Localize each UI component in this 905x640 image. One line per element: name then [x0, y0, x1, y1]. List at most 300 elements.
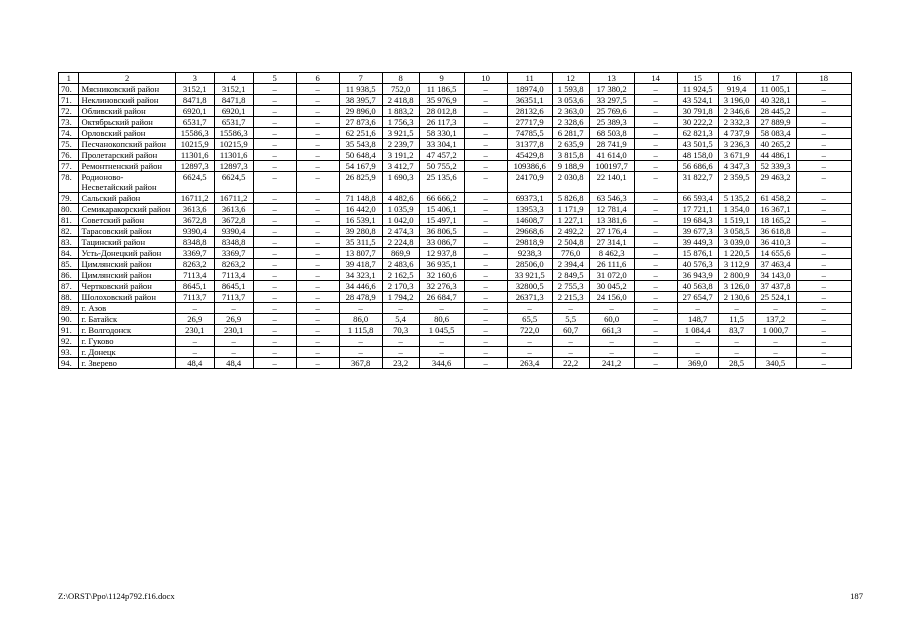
value-cell: –: [796, 172, 852, 193]
value-cell: –: [382, 303, 419, 314]
value-cell: 44 486,1: [755, 150, 796, 161]
value-cell: 3 191,2: [382, 150, 419, 161]
value-cell: –: [253, 193, 296, 204]
value-cell: –: [253, 106, 296, 117]
value-cell: 36 806,5: [419, 226, 464, 237]
value-cell: –: [382, 347, 419, 358]
column-number-header: 6: [296, 73, 339, 84]
value-cell: 263,4: [507, 358, 552, 369]
value-cell: 13 381,6: [589, 215, 634, 226]
district-name-cell: Усть-Донецкий район: [79, 248, 175, 259]
value-cell: –: [464, 150, 507, 161]
value-cell: –: [796, 95, 852, 106]
value-cell: 28506,0: [507, 259, 552, 270]
value-cell: –: [296, 270, 339, 281]
data-table: [58, 72, 852, 369]
value-cell: 869,9: [382, 248, 419, 259]
value-cell: 11301,6: [175, 150, 214, 161]
value-cell: –: [339, 347, 382, 358]
value-cell: –: [796, 270, 852, 281]
value-cell: 39 280,8: [339, 226, 382, 237]
value-cell: 61 458,2: [755, 193, 796, 204]
table-row: [59, 193, 852, 204]
value-cell: –: [464, 281, 507, 292]
value-cell: –: [634, 347, 677, 358]
value-cell: 2 394,4: [552, 259, 589, 270]
value-cell: 25 769,6: [589, 106, 634, 117]
value-cell: 30 045,2: [589, 281, 634, 292]
value-cell: –: [253, 215, 296, 226]
value-cell: 43 501,5: [677, 139, 718, 150]
table-row: [59, 237, 852, 248]
value-cell: 26 684,7: [419, 292, 464, 303]
value-cell: 8263,2: [214, 259, 253, 270]
value-cell: 100197,7: [589, 161, 634, 172]
value-cell: 7113,4: [175, 270, 214, 281]
value-cell: –: [464, 161, 507, 172]
value-cell: 23,2: [382, 358, 419, 369]
value-cell: –: [253, 237, 296, 248]
value-cell: –: [464, 226, 507, 237]
value-cell: –: [464, 314, 507, 325]
table-row: [59, 204, 852, 215]
value-cell: 4 347,3: [718, 161, 755, 172]
table-row: [59, 336, 852, 347]
value-cell: 66 666,2: [419, 193, 464, 204]
value-cell: –: [634, 84, 677, 95]
column-number-header: 3: [175, 73, 214, 84]
value-cell: –: [796, 215, 852, 226]
value-cell: 25 524,1: [755, 292, 796, 303]
value-cell: –: [796, 347, 852, 358]
value-cell: 661,3: [589, 325, 634, 336]
value-cell: –: [253, 226, 296, 237]
value-cell: –: [253, 314, 296, 325]
column-number-header: 9: [419, 73, 464, 84]
value-cell: 40 563,8: [677, 281, 718, 292]
value-cell: –: [253, 281, 296, 292]
value-cell: 2 239,7: [382, 139, 419, 150]
value-cell: 2 332,3: [718, 117, 755, 128]
value-cell: 15 406,1: [419, 204, 464, 215]
value-cell: –: [296, 358, 339, 369]
value-cell: –: [796, 336, 852, 347]
value-cell: –: [677, 336, 718, 347]
district-name-cell: Советский район: [79, 215, 175, 226]
value-cell: –: [634, 161, 677, 172]
value-cell: –: [634, 358, 677, 369]
value-cell: 2 474,3: [382, 226, 419, 237]
value-cell: 11301,6: [214, 150, 253, 161]
row-number-cell: 84.: [59, 248, 79, 259]
table-row: [59, 117, 852, 128]
value-cell: –: [464, 347, 507, 358]
district-name-cell: Семикаракорский район: [79, 204, 175, 215]
value-cell: 83,7: [718, 325, 755, 336]
value-cell: –: [296, 161, 339, 172]
district-name-cell: Тарасовский район: [79, 226, 175, 237]
value-cell: 35 311,5: [339, 237, 382, 248]
value-cell: –: [634, 259, 677, 270]
value-cell: 3672,8: [175, 215, 214, 226]
value-cell: –: [253, 204, 296, 215]
value-cell: 2 130,6: [718, 292, 755, 303]
value-cell: 8263,2: [175, 259, 214, 270]
value-cell: 37 463,4: [755, 259, 796, 270]
column-number-header: 8: [382, 73, 419, 84]
value-cell: –: [464, 237, 507, 248]
row-number-cell: 93.: [59, 347, 79, 358]
value-cell: –: [796, 314, 852, 325]
value-cell: 16711,2: [175, 193, 214, 204]
value-cell: 2 755,3: [552, 281, 589, 292]
value-cell: 40 328,1: [755, 95, 796, 106]
value-cell: 2 170,3: [382, 281, 419, 292]
district-name-cell: Шолоховский район: [79, 292, 175, 303]
value-cell: –: [634, 281, 677, 292]
value-cell: –: [634, 325, 677, 336]
value-cell: 8471,8: [175, 95, 214, 106]
page-number: 187: [850, 591, 863, 601]
value-cell: –: [718, 303, 755, 314]
value-cell: 3 039,0: [718, 237, 755, 248]
value-cell: 29818,9: [507, 237, 552, 248]
column-number-header: 12: [552, 73, 589, 84]
value-cell: 2 328,6: [552, 117, 589, 128]
value-cell: 37 437,8: [755, 281, 796, 292]
value-cell: –: [296, 204, 339, 215]
row-number-cell: 86.: [59, 270, 79, 281]
value-cell: 369,0: [677, 358, 718, 369]
table-row: [59, 161, 852, 172]
value-cell: –: [634, 117, 677, 128]
table-row: [59, 281, 852, 292]
row-number-cell: 91.: [59, 325, 79, 336]
value-cell: 1 883,2: [382, 106, 419, 117]
value-cell: 36 618,8: [755, 226, 796, 237]
district-name-cell: г. Донецк: [79, 347, 175, 358]
value-cell: 8348,8: [214, 237, 253, 248]
value-cell: –: [253, 358, 296, 369]
value-cell: 3369,7: [214, 248, 253, 259]
value-cell: –: [589, 336, 634, 347]
value-cell: 3613,6: [214, 204, 253, 215]
value-cell: 28,5: [718, 358, 755, 369]
value-cell: –: [296, 281, 339, 292]
value-cell: 86,0: [339, 314, 382, 325]
district-name-cell: Неклиновский район: [79, 95, 175, 106]
row-number-cell: 83.: [59, 237, 79, 248]
value-cell: 11 186,5: [419, 84, 464, 95]
value-cell: 19 684,3: [677, 215, 718, 226]
value-cell: 18 165,2: [755, 215, 796, 226]
value-cell: –: [507, 303, 552, 314]
value-cell: 63 546,3: [589, 193, 634, 204]
value-cell: 16711,2: [214, 193, 253, 204]
value-cell: –: [296, 193, 339, 204]
value-cell: 1 115,8: [339, 325, 382, 336]
value-cell: 3152,1: [175, 84, 214, 95]
value-cell: 24170,9: [507, 172, 552, 193]
value-cell: –: [419, 347, 464, 358]
value-cell: –: [296, 237, 339, 248]
value-cell: 15586,3: [175, 128, 214, 139]
value-cell: –: [796, 106, 852, 117]
table-row: [59, 106, 852, 117]
value-cell: 6624,5: [175, 172, 214, 193]
row-number-cell: 79.: [59, 193, 79, 204]
value-cell: 28 741,9: [589, 139, 634, 150]
value-cell: –: [634, 336, 677, 347]
value-cell: 6531,7: [214, 117, 253, 128]
value-cell: 3 815,8: [552, 150, 589, 161]
value-cell: 2 346,6: [718, 106, 755, 117]
district-name-cell: Сальский район: [79, 193, 175, 204]
row-number-cell: 76.: [59, 150, 79, 161]
value-cell: 34 143,0: [755, 270, 796, 281]
value-cell: –: [634, 215, 677, 226]
row-number-cell: 75.: [59, 139, 79, 150]
district-name-cell: г. Зверево: [79, 358, 175, 369]
value-cell: –: [253, 139, 296, 150]
value-cell: –: [796, 226, 852, 237]
value-cell: 2 483,6: [382, 259, 419, 270]
value-cell: –: [296, 347, 339, 358]
value-cell: –: [339, 336, 382, 347]
value-cell: –: [296, 303, 339, 314]
value-cell: –: [464, 248, 507, 259]
district-name-cell: Октябрьский район: [79, 117, 175, 128]
value-cell: 26371,3: [507, 292, 552, 303]
value-cell: 340,5: [755, 358, 796, 369]
value-cell: –: [296, 95, 339, 106]
value-cell: 11 005,1: [755, 84, 796, 95]
value-cell: –: [175, 336, 214, 347]
value-cell: 31 072,0: [589, 270, 634, 281]
value-cell: –: [253, 150, 296, 161]
value-cell: –: [296, 226, 339, 237]
column-number-header: 17: [755, 73, 796, 84]
value-cell: 65,5: [507, 314, 552, 325]
value-cell: 5,5: [552, 314, 589, 325]
value-cell: 29 896,0: [339, 106, 382, 117]
value-cell: 50 648,4: [339, 150, 382, 161]
value-cell: 1 354,0: [718, 204, 755, 215]
value-cell: –: [464, 292, 507, 303]
value-cell: 69373,1: [507, 193, 552, 204]
value-cell: –: [419, 336, 464, 347]
value-cell: 27 889,9: [755, 117, 796, 128]
value-cell: –: [552, 347, 589, 358]
value-cell: –: [296, 128, 339, 139]
value-cell: 52 339,3: [755, 161, 796, 172]
value-cell: 27 314,1: [589, 237, 634, 248]
value-cell: 36 943,9: [677, 270, 718, 281]
value-cell: 28132,6: [507, 106, 552, 117]
value-cell: 30 791,8: [677, 106, 718, 117]
value-cell: 344,6: [419, 358, 464, 369]
value-cell: –: [214, 303, 253, 314]
value-cell: 58 330,1: [419, 128, 464, 139]
row-number-cell: 85.: [59, 259, 79, 270]
value-cell: 2 030,8: [552, 172, 589, 193]
value-cell: 62 251,6: [339, 128, 382, 139]
district-name-cell: Орловский район: [79, 128, 175, 139]
row-number-cell: 73.: [59, 117, 79, 128]
column-numbers-row: [59, 73, 852, 84]
value-cell: 3613,6: [175, 204, 214, 215]
value-cell: –: [175, 303, 214, 314]
value-cell: 9238,3: [507, 248, 552, 259]
table-row: [59, 95, 852, 106]
row-number-cell: 77.: [59, 161, 79, 172]
value-cell: –: [796, 193, 852, 204]
value-cell: –: [253, 172, 296, 193]
value-cell: 22,2: [552, 358, 589, 369]
value-cell: 15 497,1: [419, 215, 464, 226]
value-cell: 9390,4: [214, 226, 253, 237]
value-cell: 1 035,9: [382, 204, 419, 215]
value-cell: 27 176,4: [589, 226, 634, 237]
value-cell: 56 686,6: [677, 161, 718, 172]
value-cell: –: [253, 336, 296, 347]
value-cell: 15 876,1: [677, 248, 718, 259]
value-cell: 1 084,4: [677, 325, 718, 336]
value-cell: 26 825,9: [339, 172, 382, 193]
row-number-cell: 78.: [59, 172, 79, 193]
value-cell: 28 445,2: [755, 106, 796, 117]
value-cell: 148,7: [677, 314, 718, 325]
value-cell: –: [214, 347, 253, 358]
value-cell: 1 227,1: [552, 215, 589, 226]
value-cell: –: [464, 172, 507, 193]
value-cell: –: [634, 193, 677, 204]
value-cell: 6531,7: [175, 117, 214, 128]
value-cell: –: [634, 95, 677, 106]
value-cell: –: [589, 347, 634, 358]
value-cell: –: [634, 303, 677, 314]
value-cell: –: [464, 358, 507, 369]
value-cell: –: [755, 303, 796, 314]
value-cell: 1 042,0: [382, 215, 419, 226]
value-cell: 2 418,8: [382, 95, 419, 106]
value-cell: 12897,3: [175, 161, 214, 172]
value-cell: –: [755, 347, 796, 358]
value-cell: –: [419, 303, 464, 314]
district-name-cell: г. Азов: [79, 303, 175, 314]
value-cell: 2 224,8: [382, 237, 419, 248]
row-number-cell: 74.: [59, 128, 79, 139]
value-cell: 16 539,1: [339, 215, 382, 226]
row-number-cell: 92.: [59, 336, 79, 347]
value-cell: –: [796, 358, 852, 369]
value-cell: 14 655,6: [755, 248, 796, 259]
value-cell: 109386,6: [507, 161, 552, 172]
value-cell: 9390,4: [175, 226, 214, 237]
value-cell: –: [296, 325, 339, 336]
value-cell: –: [253, 84, 296, 95]
value-cell: –: [796, 303, 852, 314]
value-cell: 11,5: [718, 314, 755, 325]
value-cell: 2 849,5: [552, 270, 589, 281]
value-cell: 26,9: [175, 314, 214, 325]
file-path: Z:\ORST\Ppo\1124p792.f16.docx: [58, 591, 175, 601]
value-cell: –: [507, 336, 552, 347]
value-cell: 35 976,9: [419, 95, 464, 106]
value-cell: 48,4: [175, 358, 214, 369]
value-cell: 39 418,7: [339, 259, 382, 270]
value-cell: 2 162,5: [382, 270, 419, 281]
row-number-cell: 71.: [59, 95, 79, 106]
value-cell: –: [296, 336, 339, 347]
value-cell: –: [796, 325, 852, 336]
value-cell: 230,1: [175, 325, 214, 336]
value-cell: 7113,7: [175, 292, 214, 303]
column-number-header: 4: [214, 73, 253, 84]
value-cell: 230,1: [214, 325, 253, 336]
table-row: [59, 226, 852, 237]
value-cell: 3 671,9: [718, 150, 755, 161]
value-cell: 32 160,6: [419, 270, 464, 281]
value-cell: 70,3: [382, 325, 419, 336]
value-cell: 58 083,4: [755, 128, 796, 139]
value-cell: –: [755, 336, 796, 347]
value-cell: –: [253, 248, 296, 259]
value-cell: 1 220,5: [718, 248, 755, 259]
column-number-header: 5: [253, 73, 296, 84]
value-cell: –: [634, 139, 677, 150]
column-number-header: 10: [464, 73, 507, 84]
value-cell: 7113,7: [214, 292, 253, 303]
value-cell: –: [464, 106, 507, 117]
value-cell: 31377,8: [507, 139, 552, 150]
value-cell: 2 504,8: [552, 237, 589, 248]
value-cell: 29 463,2: [755, 172, 796, 193]
value-cell: 3369,7: [175, 248, 214, 259]
table-row: [59, 150, 852, 161]
value-cell: –: [634, 314, 677, 325]
value-cell: –: [589, 303, 634, 314]
value-cell: 2 492,2: [552, 226, 589, 237]
value-cell: –: [634, 226, 677, 237]
value-cell: 1 000,7: [755, 325, 796, 336]
value-cell: 24 156,0: [589, 292, 634, 303]
value-cell: 30 222,2: [677, 117, 718, 128]
value-cell: –: [464, 259, 507, 270]
value-cell: –: [296, 248, 339, 259]
table-row: [59, 292, 852, 303]
value-cell: 35 543,8: [339, 139, 382, 150]
district-name-cell: Цимлянский район: [79, 259, 175, 270]
value-cell: 1 593,8: [552, 84, 589, 95]
value-cell: –: [634, 248, 677, 259]
value-cell: 776,0: [552, 248, 589, 259]
value-cell: –: [296, 172, 339, 193]
district-name-cell: Ремонтненский район: [79, 161, 175, 172]
value-cell: –: [634, 128, 677, 139]
value-cell: 5 826,8: [552, 193, 589, 204]
value-cell: 32 276,3: [419, 281, 464, 292]
value-cell: 5 135,2: [718, 193, 755, 204]
value-cell: –: [464, 193, 507, 204]
value-cell: –: [796, 292, 852, 303]
value-cell: 60,0: [589, 314, 634, 325]
value-cell: 722,0: [507, 325, 552, 336]
value-cell: 38 395,7: [339, 95, 382, 106]
value-cell: 3672,8: [214, 215, 253, 226]
table-row: [59, 128, 852, 139]
column-number-header: 18: [796, 73, 852, 84]
